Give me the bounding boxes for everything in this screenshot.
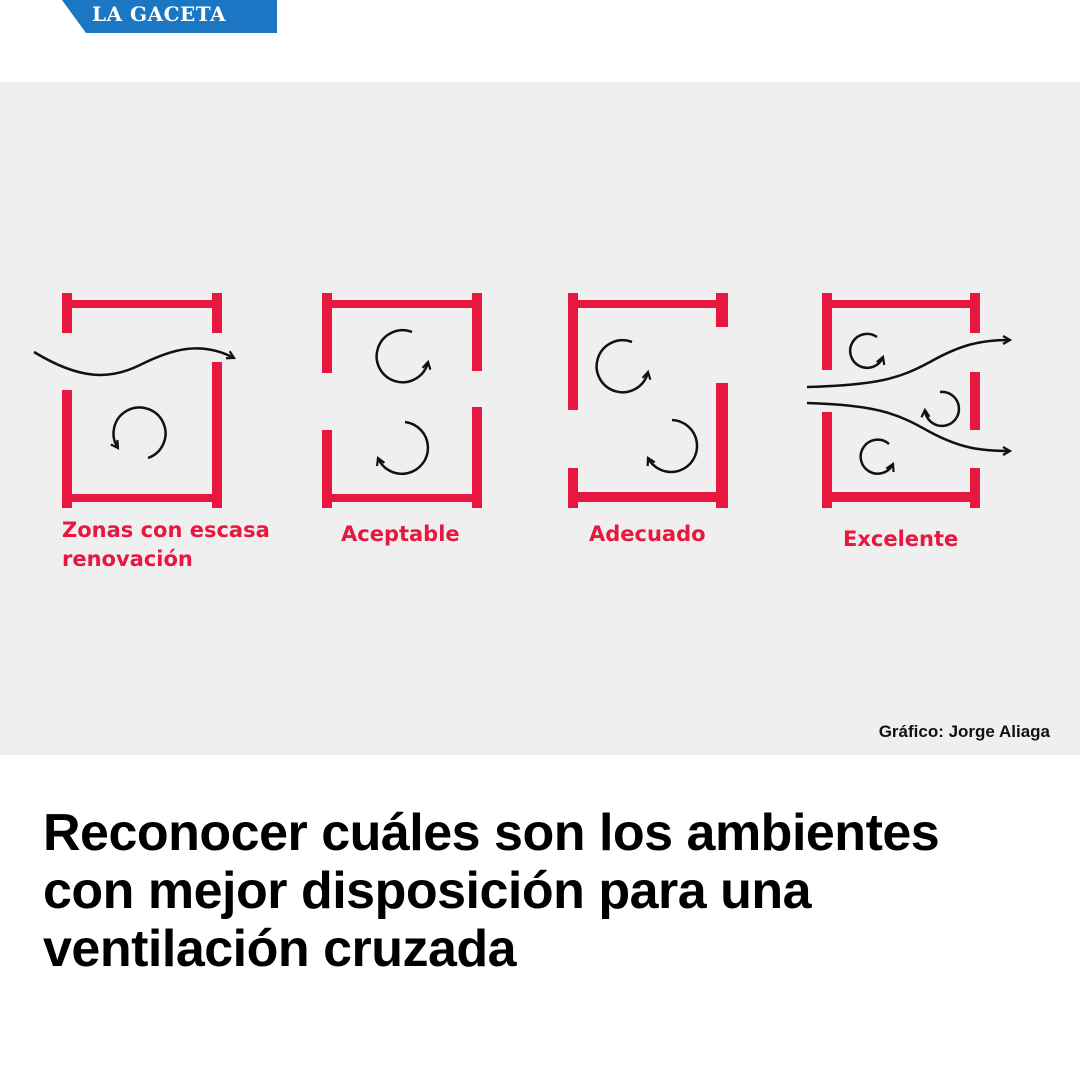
room-poor: [62, 293, 222, 508]
label-poor: Zonas con escasa renovación: [62, 518, 270, 571]
ventilation-diagram: [0, 82, 1080, 755]
label-excellent: Excelente: [843, 527, 959, 551]
swirl-icon: [377, 330, 428, 382]
graphic-credit: Gráfico: Jorge Aliaga: [878, 722, 1050, 741]
headline: Reconocer cuáles son los ambientes con mejor disposición para una ventilación cruzada: [43, 804, 940, 978]
swirl-icon: [648, 420, 697, 472]
swirl-icon: [925, 392, 959, 426]
airflow-arrow: [34, 348, 234, 375]
label-adequate: Adecuado: [589, 522, 706, 546]
room-adequate: [568, 293, 728, 508]
swirl-icon: [850, 334, 883, 368]
swirl-icon: [114, 407, 166, 458]
swirl-icon: [378, 422, 428, 474]
label-acceptable: Aceptable: [341, 522, 460, 546]
swirl-icon: [597, 340, 648, 392]
swirl-icon: [861, 440, 893, 474]
logo-text: LA GACETA: [92, 2, 227, 26]
room-acceptable: [322, 293, 482, 508]
